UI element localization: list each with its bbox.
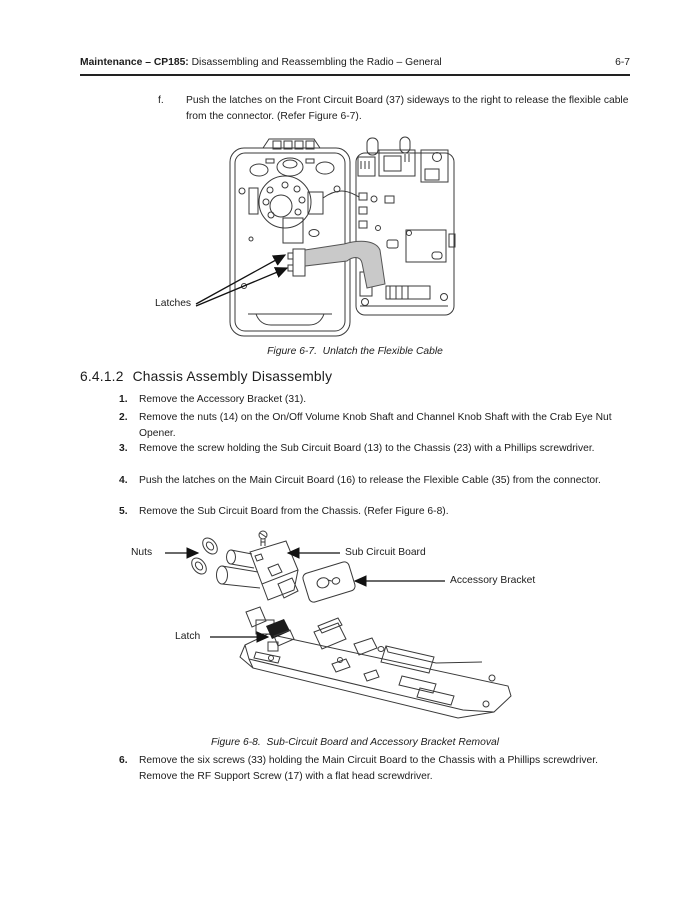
header-title-regular: Disassembling and Reassembling the Radio – General: [188, 57, 442, 68]
callout-latch: Latch: [175, 631, 201, 642]
figure-6-7: [138, 136, 478, 342]
section-number: 6.4.1.2: [80, 369, 124, 384]
header-rule: [80, 74, 630, 76]
figure-6-8: [118, 528, 588, 733]
callout-nuts: Nuts: [131, 547, 153, 558]
header-title: [80, 57, 442, 68]
step-number: 4.: [119, 475, 128, 486]
callout-latches: Latches: [155, 298, 192, 309]
step-text: Remove the Sub Circuit Board from the Chassis. (Refer Figure 6-8).: [139, 506, 449, 517]
main-board-chassis: [240, 607, 511, 718]
step-number: 2.: [119, 412, 128, 423]
step-text: Remove the six screws (33) holding the Main Circuit Board to the Chassis with a Phillips screwdriver. Remove the RF Support Screw (17) with a flat head screwdriver.: [139, 755, 598, 782]
sub-circuit-board-assembly: [217, 531, 299, 600]
flex-connector: [288, 249, 305, 276]
callout-arrows: [165, 553, 445, 637]
step-number: 6.: [119, 755, 128, 766]
step-number: 3.: [119, 443, 128, 454]
page-number: 6-7: [615, 57, 630, 68]
step-number: 5.: [119, 506, 128, 517]
nuts-parts: [189, 535, 221, 577]
callout-sub-circuit-board: Sub Circuit Board: [345, 547, 426, 558]
step-text: Remove the Accessory Bracket (31).: [139, 394, 307, 405]
intro-step-label: f.: [158, 95, 164, 106]
step-text: Remove the screw holding the Sub Circuit Board (13) to the Chassis (23) with a Phillips screwdriver.: [139, 443, 595, 454]
figure-6-8-caption: Figure 6-8. Sub-Circuit Board and Accessory Bracket Removal: [210, 737, 500, 748]
main-board: [356, 137, 455, 315]
latches-callout-arrows: [196, 255, 287, 306]
page-header: [80, 57, 630, 68]
step-text: Push the latches on the Main Circuit Board (16) to release the Flexible Cable (35) from the connector.: [139, 475, 601, 486]
section-heading: [80, 369, 332, 384]
step-number: 1.: [119, 394, 128, 405]
header-title-bold: Maintenance – CP185:: [80, 57, 189, 68]
figure-6-7-caption: Figure 6-7. Unlatch the Flexible Cable: [267, 346, 443, 357]
intro-step-text: Push the latches on the Front Circuit Board (37) sideways to the right to release the flexible cable from the connector. (Refer Figure 6-7).: [186, 95, 629, 122]
figure-6-7-illustration: [138, 136, 478, 342]
accessory-bracket-part: [302, 561, 357, 604]
callout-accessory-bracket: Accessory Bracket: [450, 575, 536, 586]
step-text: Remove the nuts (14) on the On/Off Volume Knob Shaft and Channel Knob Shaft with the Crab Eye Nut Opener.: [139, 412, 612, 439]
front-housing: [230, 139, 359, 336]
section-title: Chassis Assembly Disassembly: [132, 369, 333, 384]
